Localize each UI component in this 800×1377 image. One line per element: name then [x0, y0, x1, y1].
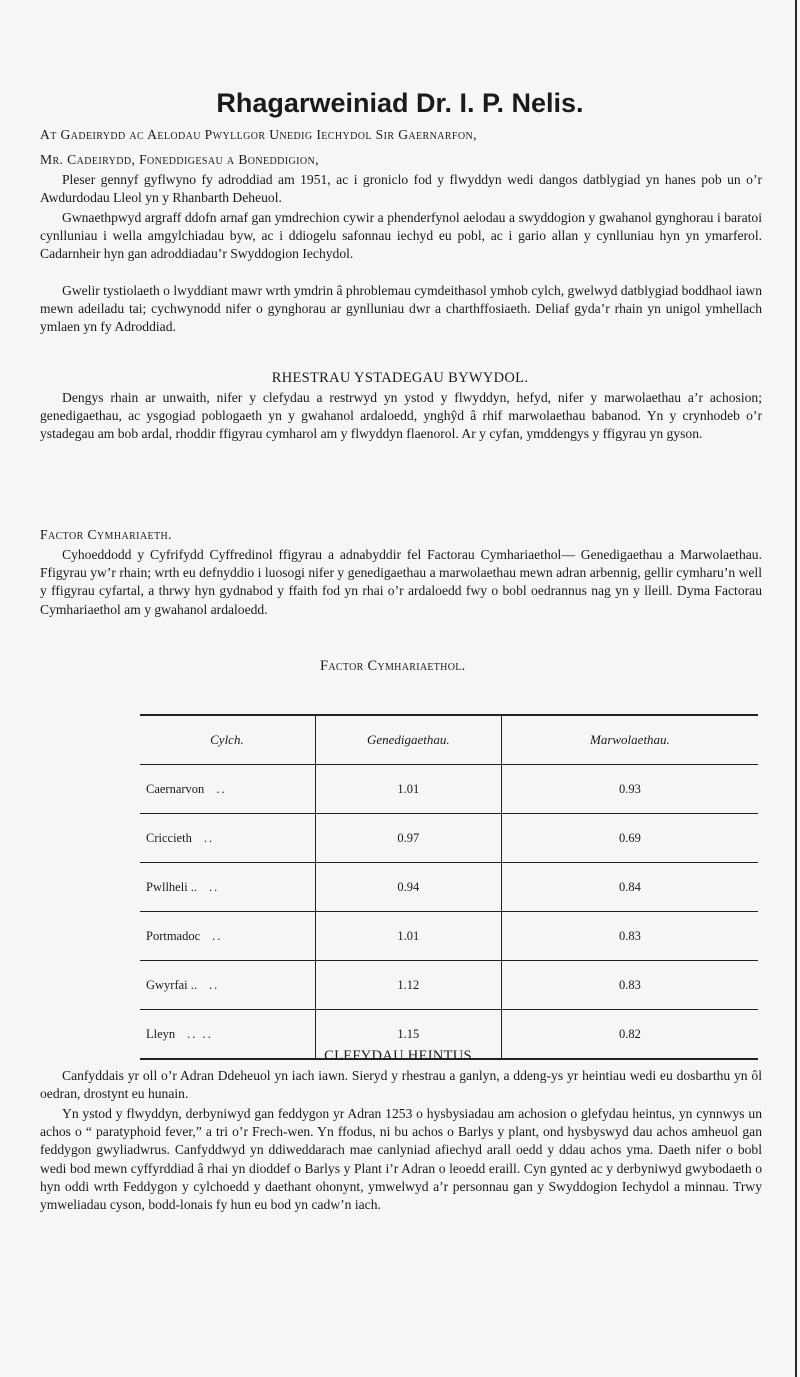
births-factor: 1.01	[315, 765, 501, 814]
table-row	[140, 912, 758, 961]
births-factor: 1.01	[315, 912, 501, 961]
salutation: Mr. Cadeirydd, Foneddigesau a Boneddigion,	[40, 152, 319, 167]
leader-dots: ..	[209, 879, 220, 894]
table-heading: Factor Cymhariaethol.	[320, 658, 466, 674]
leader-dots: .. ..	[187, 1026, 213, 1041]
leader-dots: ..	[209, 977, 220, 992]
intro-paragraph-2: Gwnaethpwyd argraff ddofn arnaf gan ymdrechion cywir a phenderfynol aelodau a swyddogion y gwahanol gynghorau i baratoi cynlluniau i wella amgylchiadau byw, ac i ddiogelu safonnau iechyd eu pobl, ac i gario allan y cynlluniau hyn yn ymarferol. Cadarnheir hyn gan adroddiadau’r Swyddogion Iechydol.	[40, 210, 762, 262]
intro-paragraph-1: Pleser gennyf gyflwyno fy adroddiad am 1951, ac i groniclo fod y flwyddyn wedi dangos datblygiad yn hanes pob un o’r Awdurdodau Lleol yn y Rhanbarth Deheuol.	[40, 172, 762, 206]
infectious-diseases-heading: CLEFYDAU HEINTUS.	[324, 1048, 476, 1064]
table-row	[140, 765, 758, 814]
leader-dots: ..	[212, 928, 223, 943]
district-name: Lleyn	[146, 1026, 176, 1041]
vital-stats-heading: RHESTRAU YSTADEGAU BYWYDOL.	[271, 370, 529, 386]
intro-paragraph-3: Gwelir tystiolaeth o lwyddiant mawr wrth ymdrin â phroblemau cymdeithasol ymhob cylch, gwelwyd datblygiad boddhaol iawn mewn adeiladu tai; cychwynodd nifer o gynghorau ar gynlluniau dwr a charthffosiaeth. Deliaf gyda’r rhain yn unigol ymhellach ymlaen yn fy Adroddiad.	[40, 283, 762, 335]
district-name: Pwllheli ..	[146, 879, 198, 894]
address-line: At Gadeirydd ac Aelodau Pwyllgor Unedig Iechydol Sir Gaernarfon,	[40, 127, 477, 142]
births-factor: 1.15	[315, 1010, 501, 1060]
births-factor: 0.94	[315, 863, 501, 912]
column-header-deaths: Marwolaethau.	[501, 715, 758, 765]
vital-stats-paragraph: Dengys rhain ar unwaith, nifer y clefydau a restrwyd yn ystod y flwyddyn, hefyd, nifer y marwolaethau a’r achosion; genedigaethau, ac ysgogiad poblogaeth yn y gwahanol ardaloedd, ynghŷd â rhif marwolaethau babanod. Yn y crynhodeb o’r ystadegau am bob ardal, rhoddir ffigyrau cymharol am y flwyddyn flaenorol. Ar y cyfan, ymddengys y ffigyrau yn gyson.	[40, 390, 762, 442]
table-row	[140, 814, 758, 863]
infectious-paragraph-2: Yn ystod y flwyddyn, derbyniwyd gan feddygon yr Adran 1253 o hysbysiadau am achosion o glefydau heintus, yn cynnwys un achos o “ paratyphoid fever,” a tri o’r Frech-wen. Yn ffodus, ni bu achos o Barlys y plant, ond hysbyswyd dau achos amheuol gan feddygon gwyliadwrus. Canfyddwyd yn ddiweddarach mae canlyniad afiechyd arall oedd y ddau achos yma. Daeth nifer o bobl wedi bod mewn cyffyrddiad â rhai yn dioddef o Barlys y Plant i’r Adran o leoedd eraill. Cyn gynted ac y derbyniwyd gwybodaeth o hyn oddi wrth Feddygon y cylchoedd y daethant ohonynt, ymwelwyd a’r personnau gan y Swyddogion Iechydol a minnau. Trwy ymweliadau cyson, bodd-lonais fy hun eu bod yn cadw’n iach.	[40, 1106, 762, 1213]
page-edge-rule	[795, 0, 797, 1377]
comparability-paragraph: Cyhoeddodd y Cyfrifydd Cyffredinol ffigyrau a adnabyddir fel Factorau Cymhariaethol— Genedigaethau a Marwolaethau. Ffigyrau yw’r rhain; wrth eu defnyddio i luosogi nifer y genedigaethau a marwolaethau mewn adran arbennig, gellir cymharu’n well y ffigyrau cyfartal, a thrwy hyn gydnabod y ffaith fod yn rhai o’r ardaloedd fwy o bobl oedrannus nag yn y lleill. Dyma Factorau Cymhariaethol am y gwahanol ardaloedd.	[40, 547, 762, 617]
comparability-heading: Factor Cymhariaeth.	[40, 527, 172, 542]
table-row	[140, 961, 758, 1010]
district-name: Caernarvon	[146, 781, 205, 796]
births-factor: 0.97	[315, 814, 501, 863]
page-title: Rhagarweiniad Dr. I. P. Nelis.	[216, 88, 584, 118]
leader-dots: ..	[203, 830, 215, 845]
deaths-factor: 0.83	[501, 912, 758, 961]
comparative-factors-table	[140, 714, 758, 1060]
births-factor: 1.12	[315, 961, 501, 1010]
table-header-row	[140, 715, 758, 765]
deaths-factor: 0.83	[501, 961, 758, 1010]
deaths-factor: 0.93	[501, 765, 758, 814]
deaths-factor: 0.69	[501, 814, 758, 863]
column-header-district: Cylch.	[140, 715, 315, 765]
district-name: Gwyrfai ..	[146, 977, 198, 992]
district-name: Portmadoc	[146, 928, 201, 943]
leader-dots: ..	[216, 781, 227, 796]
deaths-factor: 0.84	[501, 863, 758, 912]
table-row	[140, 863, 758, 912]
deaths-factor: 0.82	[501, 1010, 758, 1060]
district-name: Criccieth	[146, 830, 192, 845]
infectious-paragraph-1: Canfyddais yr oll o’r Adran Ddeheuol yn iach iawn. Sieryd y rhestrau a ganlyn, a ddeng-ys yr heintiau wedi eu dosbarthu yn ôl oedran, drostynt eu hunain.	[40, 1068, 762, 1102]
column-header-births: Genedigaethau.	[315, 715, 501, 765]
